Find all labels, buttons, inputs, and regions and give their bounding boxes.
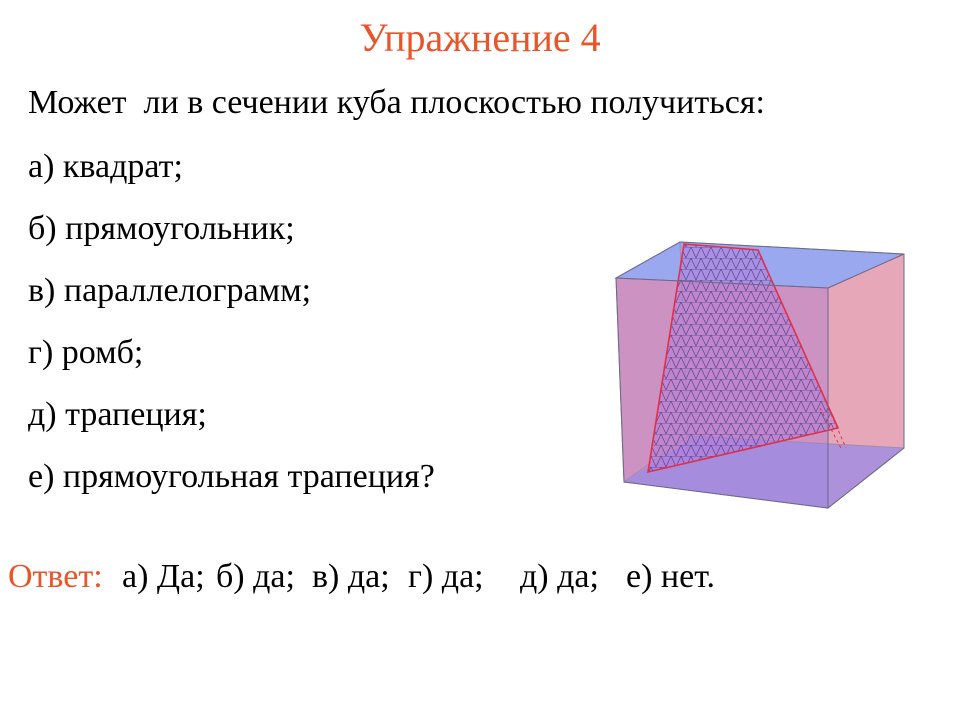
option-d: г) ромб; [28,334,144,371]
answer-d: г) да; [408,558,484,595]
question-text: Может ли в сечении куба плоскостью получиться: [28,84,765,121]
answer-b: б) да; [216,558,295,595]
option-b: б) прямоугольник; [28,210,295,247]
option-f: е) прямоугольная трапеция? [28,458,435,495]
answer-a: а) Да; [122,558,205,595]
answer-label: Ответ: [8,558,103,595]
option-e: д) трапеция; [28,396,207,433]
slide-title: Упражнение 4 [359,15,601,60]
cube-section-illustration [606,236,912,518]
answer-e: д) да; [520,558,599,595]
option-c: в) параллелограмм; [28,272,312,309]
option-a: а) квадрат; [28,148,183,185]
answer-line [8,558,716,596]
answer-c: в) да; [312,558,390,595]
answer-f: е) нет. [626,558,716,595]
